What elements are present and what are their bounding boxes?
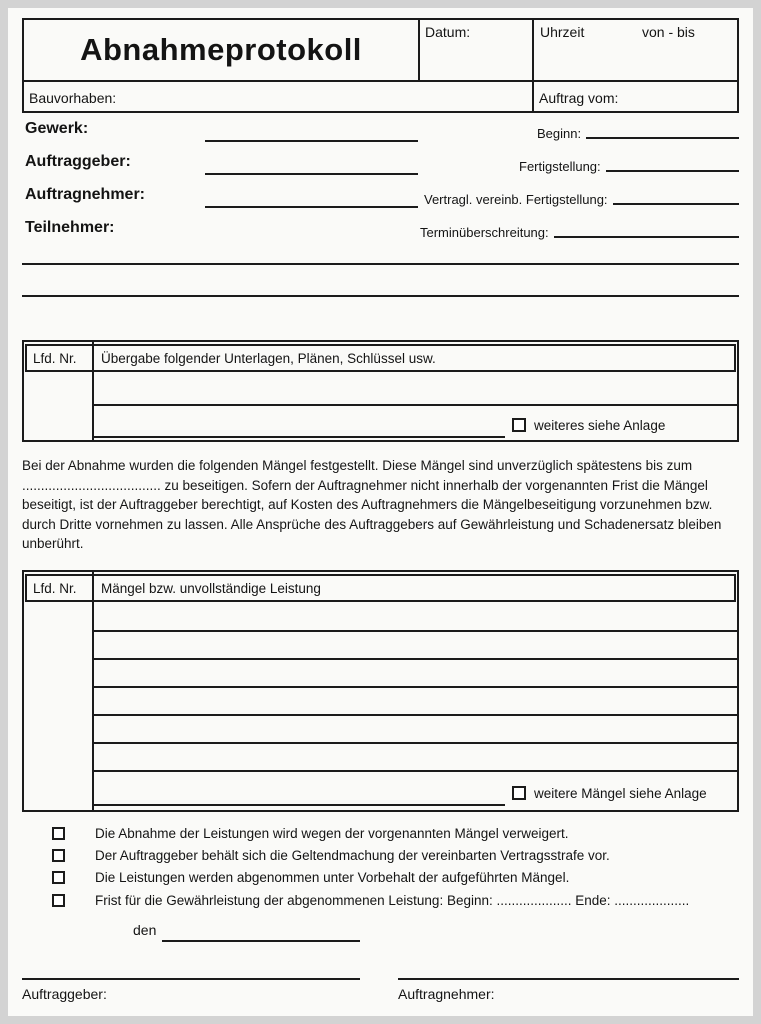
auftragnehmer-signature-line[interactable] [398,978,739,980]
maengel-row-line-3[interactable] [92,686,739,688]
gewerk-input-line[interactable] [205,140,418,142]
vertragl-fertigstellung-field[interactable] [424,189,739,207]
option-gewaehrleistung-checkbox[interactable] [52,894,65,907]
datum-label: Datum: [425,24,471,40]
auftraggeber-signature-line[interactable] [22,978,360,980]
datum-cell[interactable] [418,18,534,82]
beginn-label: Beginn: [537,126,582,141]
maengel-row-line-6[interactable] [92,770,739,772]
auftraggeber-label: Auftraggeber: [25,153,131,170]
maengel-row-line-1[interactable] [92,630,739,632]
bauvorhaben-label: Bauvorhaben: [29,90,117,106]
maengel-row-line-5[interactable] [92,742,739,744]
documents-table-bottom-line[interactable] [92,436,505,438]
fertigstellung-label: Fertigstellung: [519,159,601,174]
option-vorbehalt-checkbox[interactable] [52,871,65,884]
option-verweigert-checkbox[interactable] [52,827,65,840]
option-gewaehrleistung-label: Frist für die Gewährleistung der abgenommenen Leistung: Beginn: .................... Ende: .................... [95,893,690,908]
maengel-paragraph: Bei der Abnahme wurden die folgenden Mängel festgestellt. Diese Mängel sind unverzüglich spätestens bis zum ..................................... zu beseitigen. Sofern der Auftragnehmer nicht innerhalb der vorgenannten Frist die Mängel beseitigt, ist der Auftraggeber berechtigt, auf Kosten des Auftragnehmers die Mängelbeseitigung vorzunehmen bzw. durch Dritte vornehmen zu lassen. Alle Ansprüche des Auftraggebers auf Gewährleistung und Schadenersatz bleiben unberührt. [22,458,722,552]
teilnehmer-extra-line-1[interactable] [22,263,739,265]
auftraggeber-input-line[interactable] [205,173,418,175]
auftrag-vom-label: Auftrag vom: [539,90,619,106]
weitere-maengel-anlage-checkbox[interactable] [512,786,526,800]
terminueberschreitung-field[interactable] [420,222,739,240]
uhrzeit-label: Uhrzeit [540,24,585,40]
terminueberschreitung-input-line[interactable] [554,236,739,238]
auftraggeber-signature-label: Auftraggeber: [22,986,107,1002]
gewerk-label: Gewerk: [25,120,89,137]
option-vorbehalt-label: Die Leistungen werden abgenommen unter Vorbehalt der aufgeführten Mängel. [95,870,570,885]
maengel-table-desc-header: Mängel bzw. unvollständige Leistung [101,581,321,596]
fertigstellung-field[interactable] [519,156,739,174]
terminueberschreitung-label: Terminüberschreitung: [420,225,549,240]
vertragl-fertigstellung-input-line[interactable] [613,203,739,205]
maengel-table-header [25,574,736,602]
weiteres-anlage-checkbox[interactable] [512,418,526,432]
title-cell [22,18,420,82]
auftragnehmer-input-line[interactable] [205,206,418,208]
documents-table-desc-header: Übergabe folgender Unterlagen, Plänen, Schlüssel usw. [101,351,436,366]
documents-table-column-divider [92,340,94,442]
maengel-row-line-4[interactable] [92,714,739,716]
den-label: den [133,922,157,938]
maengel-table-lfdnr-header: Lfd. Nr. [33,581,77,596]
option-verweigert-label: Die Abnahme der Leistungen wird wegen der vorgenannten Mängel verweigert. [95,826,569,841]
vertragl-fertigstellung-label: Vertragl. vereinb. Fertigstellung: [424,192,608,207]
auftragnehmer-signature-label: Auftragnehmer: [398,986,495,1002]
weitere-maengel-anlage-label: weitere Mängel siehe Anlage [534,786,707,801]
maengel-table-column-divider [92,570,94,812]
auftrag-vom-cell[interactable] [532,80,739,113]
fertigstellung-input-line[interactable] [606,170,739,172]
beginn-field[interactable] [537,123,739,141]
option-vertragsstrafe-label: Der Auftraggeber behält sich die Geltendmachung der vereinbarten Vertragsstrafe vor. [95,848,610,863]
form-title: Abnahmeprotokoll [80,32,362,67]
documents-table-header [25,344,736,372]
documents-table-lfdnr-header: Lfd. Nr. [33,351,77,366]
weiteres-anlage-label: weiteres siehe Anlage [534,418,666,433]
documents-table-row-line[interactable] [92,404,739,406]
maengel-row-line-2[interactable] [92,658,739,660]
maengel-table-bottom-line[interactable] [92,804,505,806]
maengel-table [22,570,739,812]
teilnehmer-extra-line-2[interactable] [22,295,739,297]
option-vertragsstrafe-checkbox[interactable] [52,849,65,862]
teilnehmer-label: Teilnehmer: [25,219,115,236]
von-bis-label: von - bis [642,24,695,40]
bauvorhaben-cell[interactable] [22,80,534,113]
beginn-input-line[interactable] [586,137,739,139]
date-input-line[interactable] [162,940,360,942]
auftragnehmer-label: Auftragnehmer: [25,186,146,203]
uhrzeit-cell[interactable] [532,18,739,82]
